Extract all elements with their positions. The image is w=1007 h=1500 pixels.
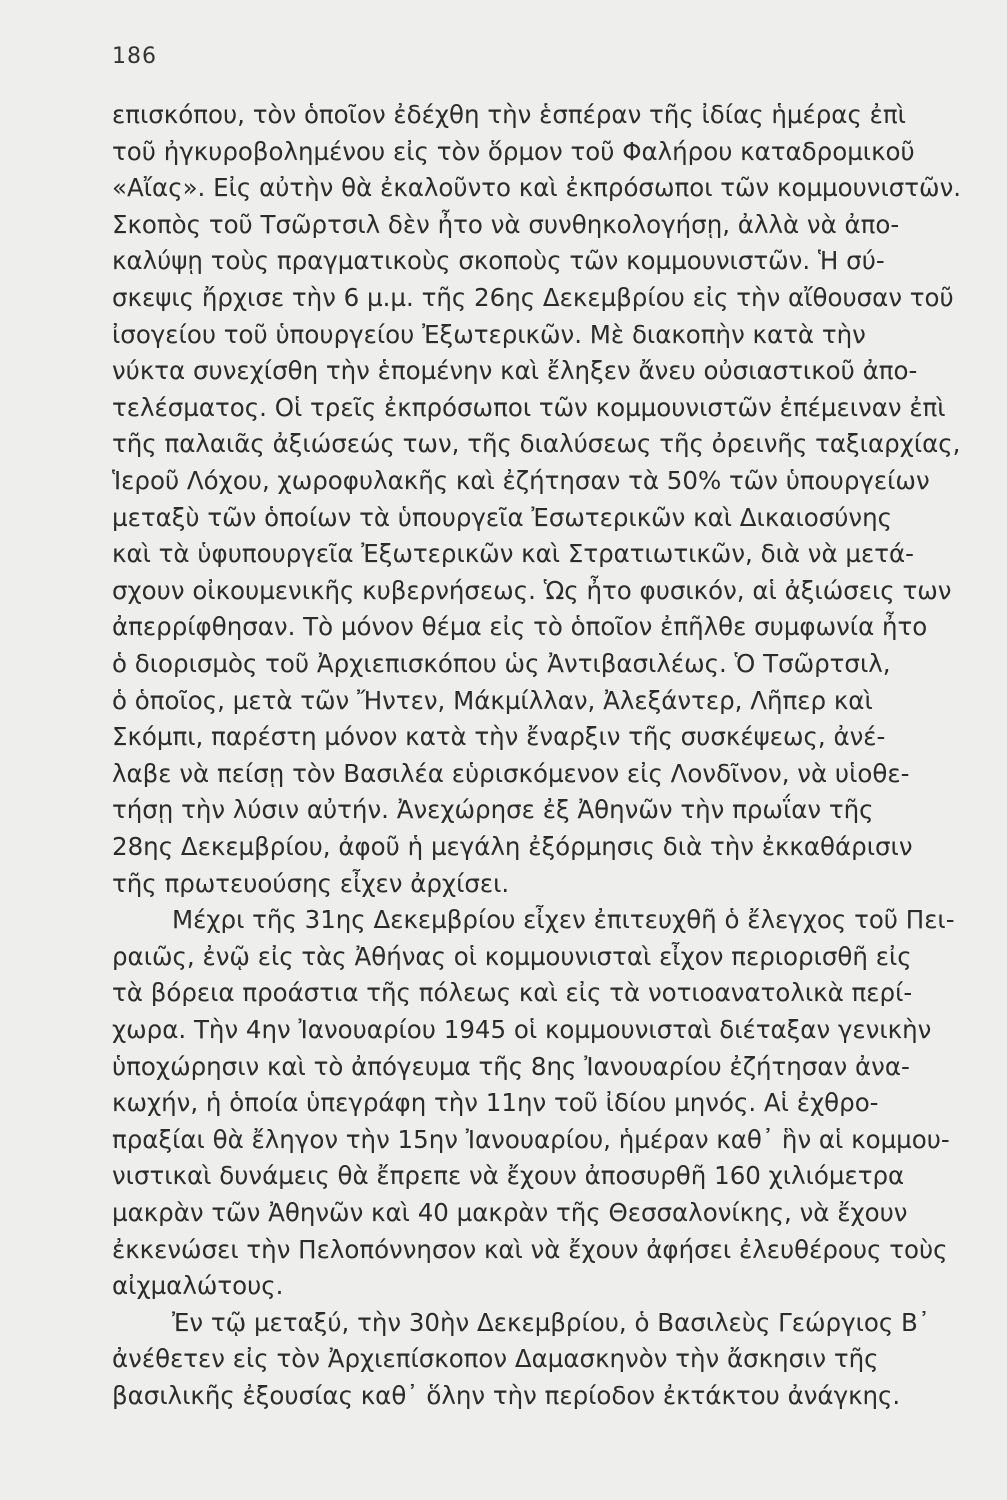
text-line: αἰχµαλώτους. <box>112 1271 284 1301</box>
text-line: τοῦ ἠγκυροβοληµένου εἰς τὸν ὅρµον τοῦ Φαλήρου καταδροµικοῦ <box>112 136 915 166</box>
text-line: τήσῃ τὴν λύσιν αὐτήν. Ἀνεχώρησε ἐξ Ἀθηνῶν τὴν πρωΐαν τῆς <box>112 795 874 825</box>
text-line: ἀνέθετεν εἰς τὸν Ἀρχιεπίσκοπον Δαµασκηνὸν τὴν ἄσκησιν τῆς <box>112 1344 879 1374</box>
text-line: Ἐν τῷ µεταξύ, τὴν 30ὴν Δεκεµβρίου, ὁ Βασιλεὺς Γεώργιος Β᾽ <box>172 1307 931 1337</box>
text-line: ἀπερρίφθησαν. Τὸ µόνον θέµα εἰς τὸ ὁποῖον ἐπῆλθε συµφωνία ἦτο <box>112 612 928 642</box>
text-line: νιστικαὶ δυνάµεις θὰ ἔπρεπε νὰ ἔχουν ἀποσυρθῆ 160 χιλιόµετρα <box>112 1161 905 1191</box>
text-line: καλύψῃ τοὺς πραγµατικοὺς σκοποὺς τῶν κοµµουνιστῶν. Ἡ σύ- <box>112 246 885 276</box>
text-line: λαβε νὰ πείσῃ τὸν Βασιλέα εὑρισκόµενον εἰς Λονδῖνον, νὰ υἱοθε- <box>112 758 910 788</box>
text-line: ὁ ὁποῖος, µετὰ τῶν Ἤντεν, Μάκµίλλαν, Ἀλεξάντερ, Λῆπερ καὶ <box>112 685 873 715</box>
text-line: νύκτα συνεχίσθη τὴν ἑποµένην καὶ ἔληξεν ἄνευ οὐσιαστικοῦ ἀπο- <box>112 356 918 386</box>
text-line: Μέχρι τῆς 31ης Δεκεµβρίου εἶχεν ἐπιτευχθῆ ὁ ἔλεγχος τοῦ Πει- <box>172 905 955 935</box>
text-line: ἰσογείου τοῦ ὑπουργείου Ἐξωτερικῶν. Μὲ διακοπὴν κατὰ τὴν <box>112 319 866 349</box>
text-line: µακρὰν τῶν Ἀθηνῶν καὶ 40 µακρὰν τῆς Θεσσαλονίκης, νὰ ἔχουν <box>112 1198 908 1227</box>
text-line: µεταξὺ τῶν ὁποίων τὰ ὑπουργεῖα Ἐσωτερικῶν καὶ Δικαιοσύνης <box>112 502 893 532</box>
text-line: κωχήν, ἡ ὁποία ὑπεγράφη τὴν 11ην τοῦ ἰδίου µηνός. Αἱ ἐχθρο- <box>112 1088 879 1118</box>
text-line: Ἱεροῦ Λόχου, χωροφυλακῆς καὶ ἐζήτησαν τὰ 50% τῶν ὑπουργείων <box>112 466 930 495</box>
text-line: τὰ βόρεια προάστια τῆς πόλεως καὶ εἰς τὰ νοτιοανατολικὰ περί- <box>112 978 913 1008</box>
text-line: ὁ διορισµὸς τοῦ Ἀρχιεπισκόπου ὡς Ἀντιβασιλέως. Ὁ Τσῶρτσιλ, <box>112 649 891 678</box>
text-line: Σκοπὸς τοῦ Τσῶρτσιλ δὲν ἦτο νὰ συνθηκολογήσῃ, ἀλλὰ νὰ ἀπο- <box>112 209 900 239</box>
text-line: επισκόπου, τὸν ὁποῖον ἐδέχθη τὴν ἑσπέραν τῆς ἰδίας ἡμέρας ἐπὶ <box>112 100 906 129</box>
text-line: 28ης Δεκεµβρίου, ἀφοῦ ἡ µεγάλη ἐξόρµησις διὰ τὴν ἐκκαθάρισιν <box>112 832 913 861</box>
text-line: καὶ τὰ ὑφυπουργεῖα Ἐξωτερικῶν καὶ Στρατιωτικῶν, διὰ νὰ µετά- <box>112 539 914 569</box>
text-line: πραξίαι θὰ ἔληγον τὴν 15ην Ἰανουαρίου, ἡµέραν καθ᾽ ἣν αἱ κοµµου- <box>112 1124 950 1154</box>
text-line: χωρα. Τὴν 4ην Ἰανουαρίου 1945 οἱ κοµµουνισταὶ διέταξαν γενικὴν <box>112 1015 932 1044</box>
text-line: ἐκκενώσει τὴν Πελοπόννησον καὶ νὰ ἔχουν ἀφήσει ἐλευθέρους τοὺς <box>112 1234 948 1264</box>
page-number: 186 <box>112 44 157 69</box>
text-line: τῆς πρωτευούσης εἶχεν ἀρχίσει. <box>112 868 510 898</box>
text-line: Σκόµπι, παρέστη µόνον κατὰ τὴν ἔναρξιν τῆς συσκέψεως, ἀνέ- <box>112 722 886 752</box>
text-line: τελέσµατος. Οἱ τρεῖς ἐκπρόσωποι τῶν κοµµουνιστῶν ἐπέµειναν ἐπὶ <box>112 392 946 422</box>
text-line: βασιλικῆς ἐξουσίας καθ᾽ ὅλην τὴν περίοδον ἐκτάκτου ἀνάγκης. <box>112 1381 901 1410</box>
text-line: σκεψις ἤρχισε τὴν 6 µ.µ. τῆς 26ης Δεκεµβρίου εἰς τὴν αἴθουσαν τοῦ <box>112 283 954 312</box>
text-line: τῆς παλαιᾶς ἀξιώσεώς των, τῆς διαλύσεως τῆς ὀρεινῆς ταξιαρχίας, <box>112 429 961 459</box>
text-line: σχουν οἰκουµενικῆς κυβερνήσεως. Ὡς ἦτο φυσικόν, αἱ ἀξιώσεις των <box>112 575 952 605</box>
text-line: ραιῶς, ἐνῷ εἰς τὰς Ἀθήνας οἱ κοµµουνισταὶ εἶχον περιορισθῆ εἰς <box>112 941 912 971</box>
text-line: «Αἴας». Εἰς αὐτὴν θὰ ἐκαλοῦντο καὶ ἐκπρόσωποι τῶν κοµµουνιστῶν. <box>112 173 962 203</box>
text-line: ὑποχώρησιν καὶ τὸ ἀπόγευµα τῆς 8ης Ἰανουαρίου ἐζήτησαν ἀνα- <box>112 1051 910 1081</box>
